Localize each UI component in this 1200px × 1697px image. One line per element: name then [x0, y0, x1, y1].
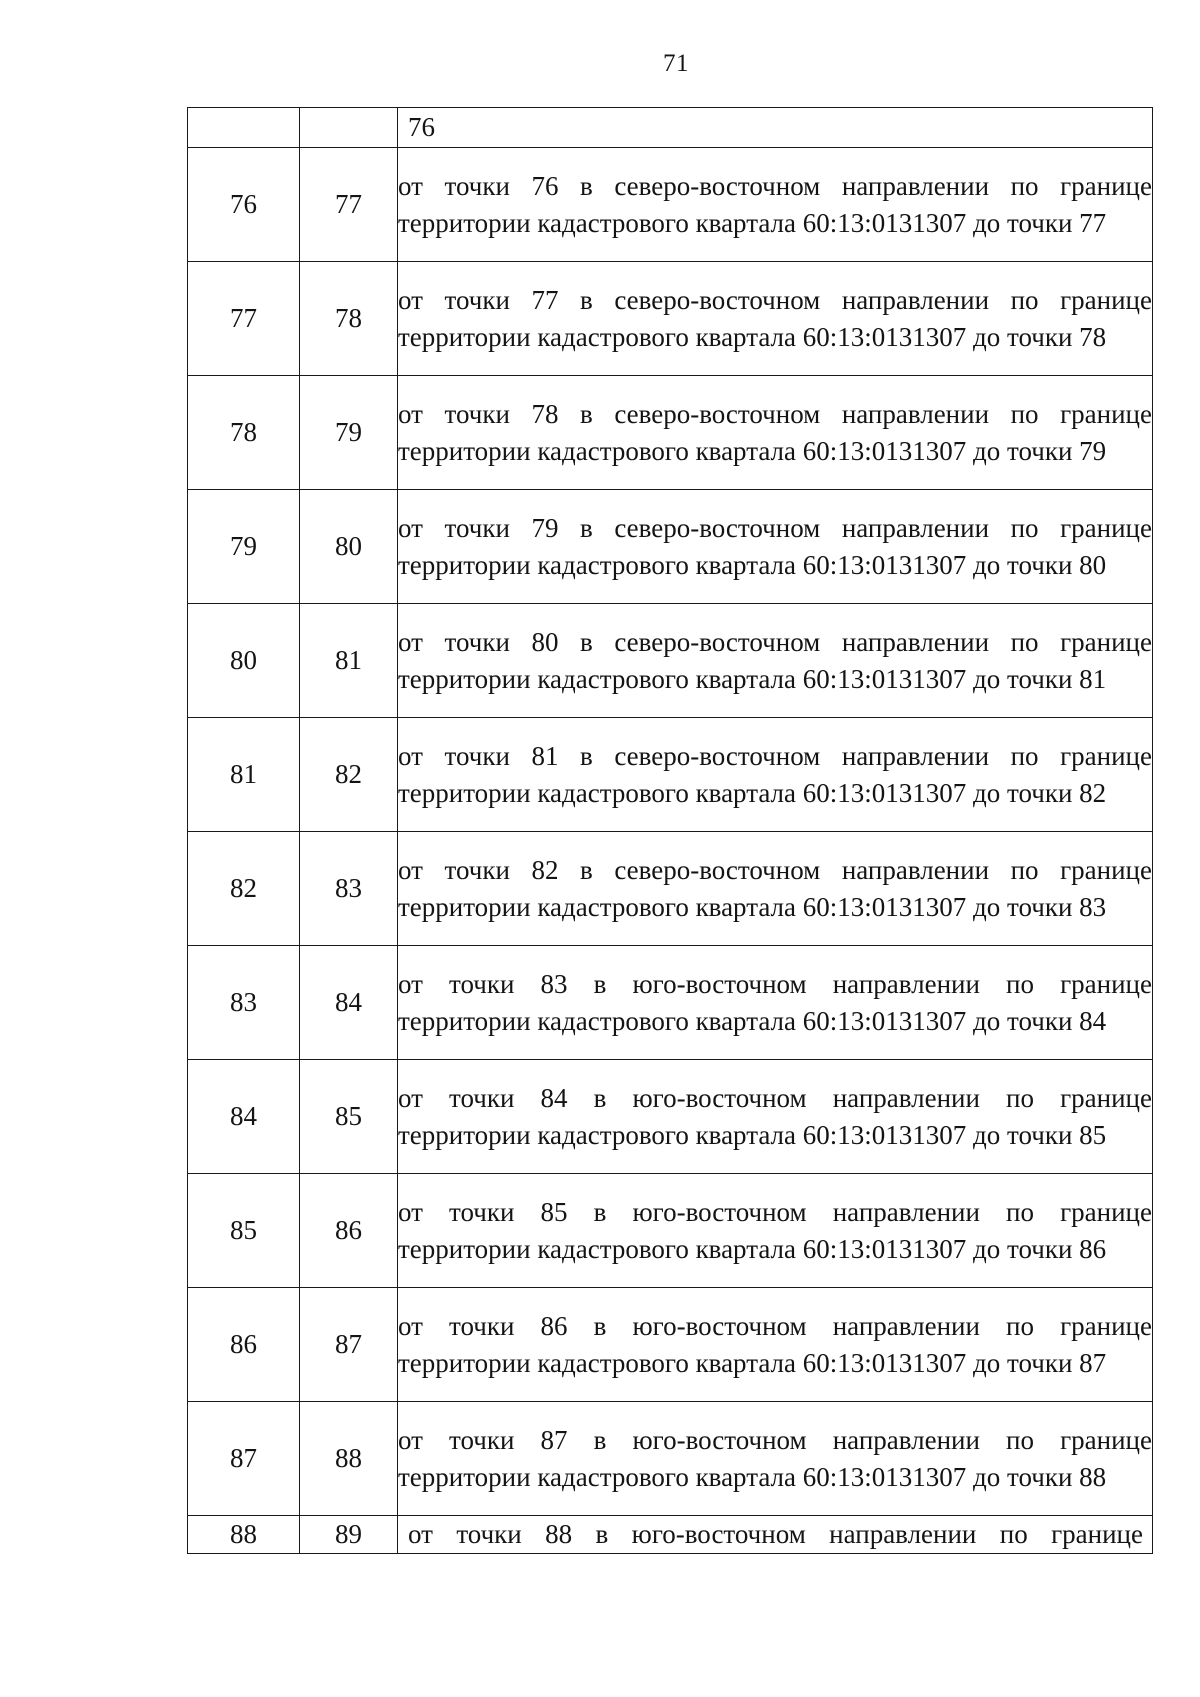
boundary-description-cell: 76 — [398, 108, 1153, 148]
table-row — [188, 832, 1153, 946]
from-point-cell: 87 — [188, 1402, 300, 1516]
table-row — [188, 262, 1153, 376]
boundary-description-cell: от точки 82 в северо-восточном направлении по границе территории кадастрового квартала 60:13:0131307 до точки 83 — [398, 832, 1153, 946]
boundary-description-cell: от точки 84 в юго-восточном направлении по границе территории кадастрового квартала 60:13:0131307 до точки 85 — [398, 1060, 1153, 1174]
boundary-description-cell: от точки 79 в северо-восточном направлении по границе территории кадастрового квартала 60:13:0131307 до точки 80 — [398, 490, 1153, 604]
table-row — [188, 604, 1153, 718]
to-point-cell: 88 — [300, 1402, 398, 1516]
table-row — [188, 718, 1153, 832]
table-row — [188, 946, 1153, 1060]
table-row — [188, 148, 1153, 262]
boundary-description-cell: от точки 81 в северо-восточном направлении по границе территории кадастрового квартала 60:13:0131307 до точки 82 — [398, 718, 1153, 832]
from-point-cell — [188, 108, 300, 148]
from-point-cell: 79 — [188, 490, 300, 604]
boundary-description-table — [187, 107, 1153, 1554]
table-row — [188, 1402, 1153, 1516]
from-point-cell: 88 — [188, 1516, 300, 1554]
boundary-description-cell: от точки 87 в юго-восточном направлении по границе территории кадастрового квартала 60:13:0131307 до точки 88 — [398, 1402, 1153, 1516]
boundary-table-body — [188, 108, 1153, 1554]
from-point-cell: 85 — [188, 1174, 300, 1288]
boundary-description-cell: от точки 85 в юго-восточном направлении по границе территории кадастрового квартала 60:13:0131307 до точки 86 — [398, 1174, 1153, 1288]
to-point-cell: 83 — [300, 832, 398, 946]
from-point-cell: 76 — [188, 148, 300, 262]
to-point-cell — [300, 108, 398, 148]
table-row — [188, 1516, 1153, 1554]
to-point-cell: 89 — [300, 1516, 398, 1554]
to-point-cell: 80 — [300, 490, 398, 604]
from-point-cell: 83 — [188, 946, 300, 1060]
from-point-cell: 84 — [188, 1060, 300, 1174]
from-point-cell: 82 — [188, 832, 300, 946]
from-point-cell: 77 — [188, 262, 300, 376]
to-point-cell: 81 — [300, 604, 398, 718]
to-point-cell: 85 — [300, 1060, 398, 1174]
table-row — [188, 1288, 1153, 1402]
to-point-cell: 84 — [300, 946, 398, 1060]
to-point-cell: 87 — [300, 1288, 398, 1402]
boundary-description-cell: от точки 77 в северо-восточном направлении по границе территории кадастрового квартала 60:13:0131307 до точки 78 — [398, 262, 1153, 376]
from-point-cell: 80 — [188, 604, 300, 718]
table-row — [188, 1174, 1153, 1288]
from-point-cell: 86 — [188, 1288, 300, 1402]
boundary-description-cell: от точки 76 в северо-восточном направлении по границе территории кадастрового квартала 60:13:0131307 до точки 77 — [398, 148, 1153, 262]
boundary-table-container — [187, 107, 1152, 1554]
boundary-description-cell: от точки 83 в юго-восточном направлении по границе территории кадастрового квартала 60:13:0131307 до точки 84 — [398, 946, 1153, 1060]
from-point-cell: 81 — [188, 718, 300, 832]
to-point-cell: 77 — [300, 148, 398, 262]
from-point-cell: 78 — [188, 376, 300, 490]
page-number: 71 — [663, 50, 689, 77]
table-row — [188, 490, 1153, 604]
to-point-cell: 82 — [300, 718, 398, 832]
table-row — [188, 1060, 1153, 1174]
boundary-description-cell: от точки 86 в юго-восточном направлении по границе территории кадастрового квартала 60:13:0131307 до точки 87 — [398, 1288, 1153, 1402]
boundary-description-cell: от точки 80 в северо-восточном направлении по границе территории кадастрового квартала 60:13:0131307 до точки 81 — [398, 604, 1153, 718]
table-row — [188, 376, 1153, 490]
to-point-cell: 78 — [300, 262, 398, 376]
to-point-cell: 79 — [300, 376, 398, 490]
table-row-continuation — [188, 108, 1153, 148]
boundary-description-cell: от точки 78 в северо-восточном направлении по границе территории кадастрового квартала 60:13:0131307 до точки 79 — [398, 376, 1153, 490]
boundary-description-cell: от точки 88 в юго-восточном направлении по границе — [398, 1516, 1153, 1554]
to-point-cell: 86 — [300, 1174, 398, 1288]
